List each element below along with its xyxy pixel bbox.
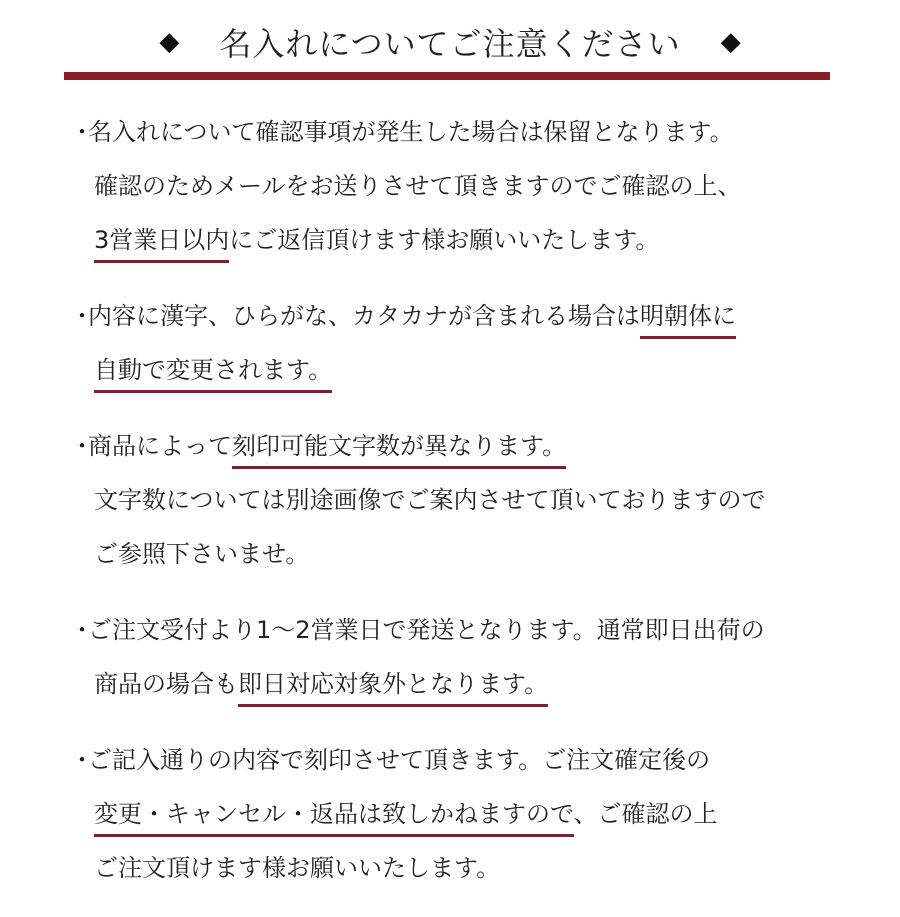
- notice-text: 、ご確認の上: [573, 800, 718, 828]
- notice-text: ご注文受付より1～2営業日で発送となります。通常即日出荷の: [88, 616, 765, 644]
- notice-line: [70, 419, 870, 473]
- notice-line: [70, 787, 870, 841]
- title-divider: [64, 72, 830, 80]
- bullet: ・: [70, 302, 94, 330]
- notice-line: [70, 473, 870, 527]
- bullet: ・: [70, 616, 94, 644]
- notice-text: ご参照下さいませ。: [94, 540, 310, 568]
- notice-text: 文字数については別途画像でご案内させて頂いておりますので: [94, 486, 766, 514]
- highlighted-text: 明朝体に: [640, 302, 736, 339]
- notice-item-font: [70, 289, 870, 397]
- notice-line: [70, 841, 870, 895]
- notice-item-cancellation: [70, 733, 870, 895]
- highlighted-text: 自動で変更されます。: [94, 356, 332, 393]
- notice-line: [70, 527, 870, 581]
- highlighted-text: 変更・キャンセル・返品は致しかねますので: [94, 800, 574, 837]
- diamond-icon: ◆: [159, 27, 180, 57]
- notice-text: 商品の場合も: [94, 670, 238, 698]
- notice-item-character-limit: [70, 419, 870, 581]
- notice-list: [70, 105, 870, 917]
- notice-text: 商品によって: [88, 432, 232, 460]
- notice-line: [70, 657, 870, 711]
- notice-line: [70, 289, 870, 343]
- notice-line: [70, 343, 870, 397]
- notice-text: 名入れについて確認事項が発生した場合は保留となります。: [88, 118, 734, 146]
- bullet: ・: [70, 746, 94, 774]
- notice-item-shipping: [70, 603, 870, 711]
- notice-line: [70, 603, 870, 657]
- highlighted-text: 刻印可能文字数が異なります。: [232, 432, 566, 469]
- diamond-icon: ◆: [720, 27, 741, 57]
- notice-line: [70, 159, 870, 213]
- notice-text: ご記入通りの内容で刻印させて頂きます。ご注文確定後の: [88, 746, 711, 774]
- notice-text: 確認のためメールをお送りさせて頂きますのでご確認の上、: [94, 172, 742, 200]
- notice-text: 内容に漢字、ひらがな、カタカナが含まれる場合は: [88, 302, 640, 330]
- notice-header: [0, 14, 900, 70]
- page-title: 名入れについてご注意ください: [219, 25, 681, 63]
- bullet: ・: [70, 432, 94, 460]
- highlighted-text: 3営業日以内: [94, 226, 229, 263]
- notice-text: にご返信頂けます様お願いいたします。: [229, 226, 660, 254]
- notice-line: [70, 733, 870, 787]
- notice-text: ご注文頂けます様お願いいたします。: [94, 854, 501, 882]
- highlighted-text: 即日対応対象外となります。: [238, 670, 548, 707]
- bullet: ・: [70, 118, 94, 146]
- notice-line: [70, 213, 870, 267]
- notice-item-confirmation: [70, 105, 870, 267]
- notice-line: [70, 105, 870, 159]
